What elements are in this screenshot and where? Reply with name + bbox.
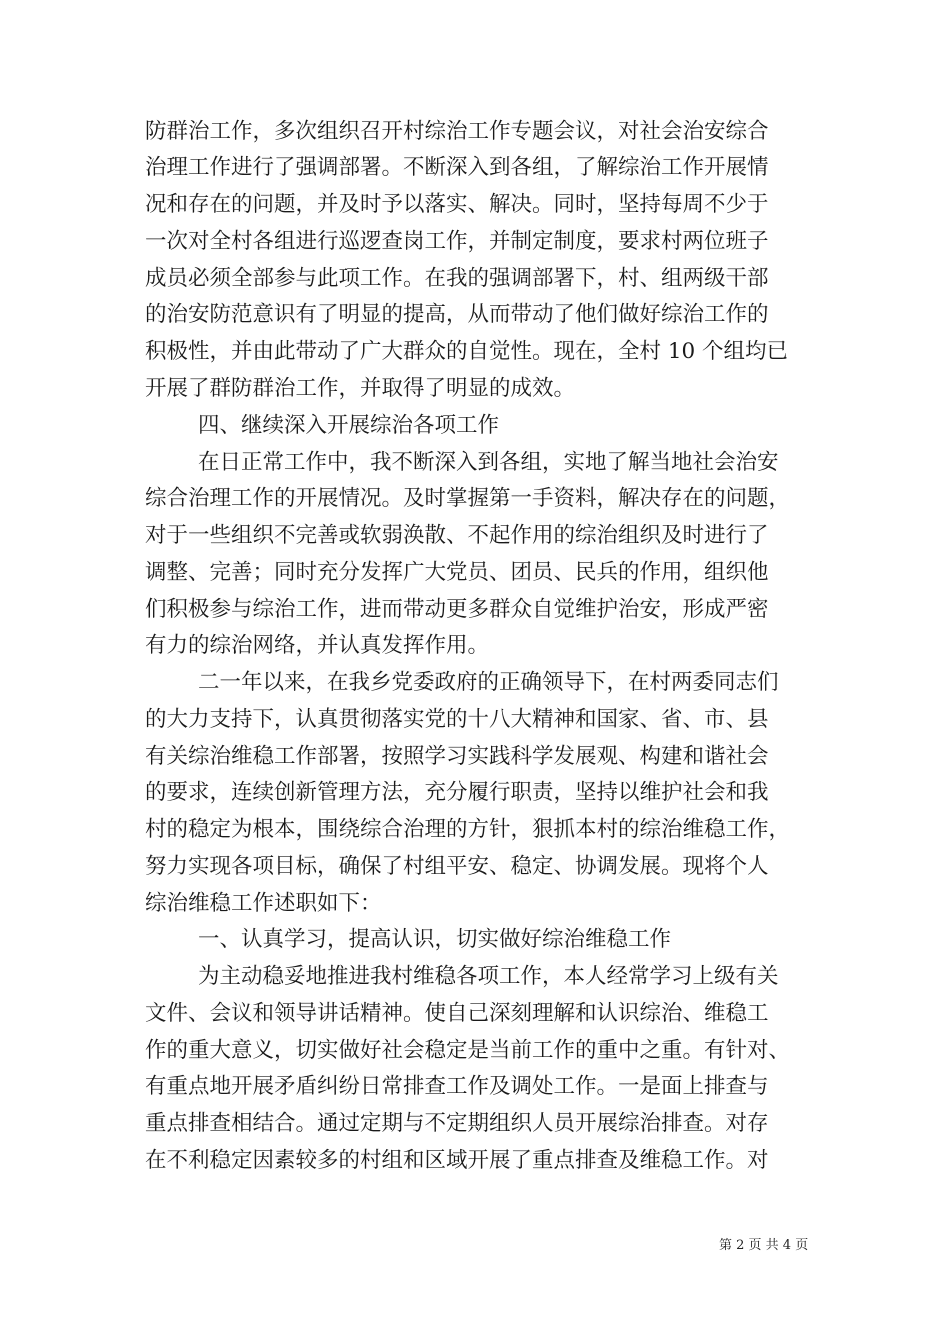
text-line: 文件、会议和领导讲话精神。使自己深刻理解和认识综治、维稳工: [145, 1001, 769, 1026]
text-line: 努力实现各项目标，确保了村组平安、稳定、协调发展。现将个人: [145, 854, 769, 879]
text-line: 有力的综治网络，并认真发挥作用。: [145, 633, 490, 658]
text-line: 二一年以来，在我乡党委政府的正确领导下，在村两委同志们: [198, 670, 779, 695]
text-line: 的大力支持下，认真贯彻落实党的十八大精神和国家、省、市、县: [145, 707, 769, 732]
text-line: 综治维稳工作述职如下：: [145, 891, 382, 916]
section-heading: 四、继续深入开展综治各项工作: [198, 413, 500, 438]
text-line: 成员必须全部参与此项工作。在我的强调部署下，村、组两级干部: [145, 266, 769, 291]
text-line: 有关综治维稳工作部署，按照学习实践科学发展观、构建和谐社会: [145, 744, 769, 769]
text-line: 作的重大意义，切实做好社会稳定是当前工作的重中之重。有针对、: [145, 1038, 791, 1063]
text-line: 防群治工作，多次组织召开村综治工作专题会议，对社会治安综合: [145, 119, 769, 144]
text-line: 在不利稳定因素较多的村组和区域开展了重点排查及维稳工作。对: [145, 1148, 769, 1173]
text-line: 重点排查相结合。通过定期与不定期组织人员开展综治排查。对存: [145, 1111, 769, 1136]
text-line: 调整、完善；同时充分发挥广大党员、团员、民兵的作用，组织他: [145, 560, 769, 585]
text-line: 为主动稳妥地推进我村维稳各项工作，本人经常学习上级有关: [198, 964, 779, 989]
text-line: 有重点地开展矛盾纠纷日常排查工作及调处工作。一是面上排查与: [145, 1074, 769, 1099]
text-line: 治理工作进行了强调部署。不断深入到各组，了解综治工作开展情: [145, 155, 769, 180]
page-number: 第 2 页 共 4 页: [719, 1238, 809, 1253]
text-line: 们积极参与综治工作，进而带动更多群众自觉维护治安，形成严密: [145, 597, 769, 622]
text-line: 的要求，连续创新管理方法，充分履行职责，坚持以维护社会和我: [145, 780, 769, 805]
text-line: 对于一些组织不完善或软弱涣散、不起作用的综治组织及时进行了: [145, 523, 769, 548]
text-line: 开展了群防群治工作，并取得了明显的成效。: [145, 376, 576, 401]
text-line: 积极性，并由此带动了广大群众的自觉性。现在，全村 10 个组均已: [145, 339, 789, 364]
section-heading: 一、认真学习，提高认识，切实做好综治维稳工作: [198, 927, 672, 952]
text-line: 村的稳定为根本，围绕综合治理的方针，狠抓本村的综治维稳工作，: [145, 817, 791, 842]
text-line: 的治安防范意识有了明显的提高，从而带动了他们做好综治工作的: [145, 302, 769, 327]
text-line: 况和存在的问题，并及时予以落实、解决。同时，坚持每周不少于: [145, 192, 769, 217]
text-line: 在日正常工作中，我不断深入到各组，实地了解当地社会治安: [198, 450, 779, 475]
text-line: 综合治理工作的开展情况。及时掌握第一手资料，解决存在的问题，: [145, 486, 791, 511]
text-line: 一次对全村各组进行巡逻查岗工作，并制定制度，要求村两位班子: [145, 229, 769, 254]
